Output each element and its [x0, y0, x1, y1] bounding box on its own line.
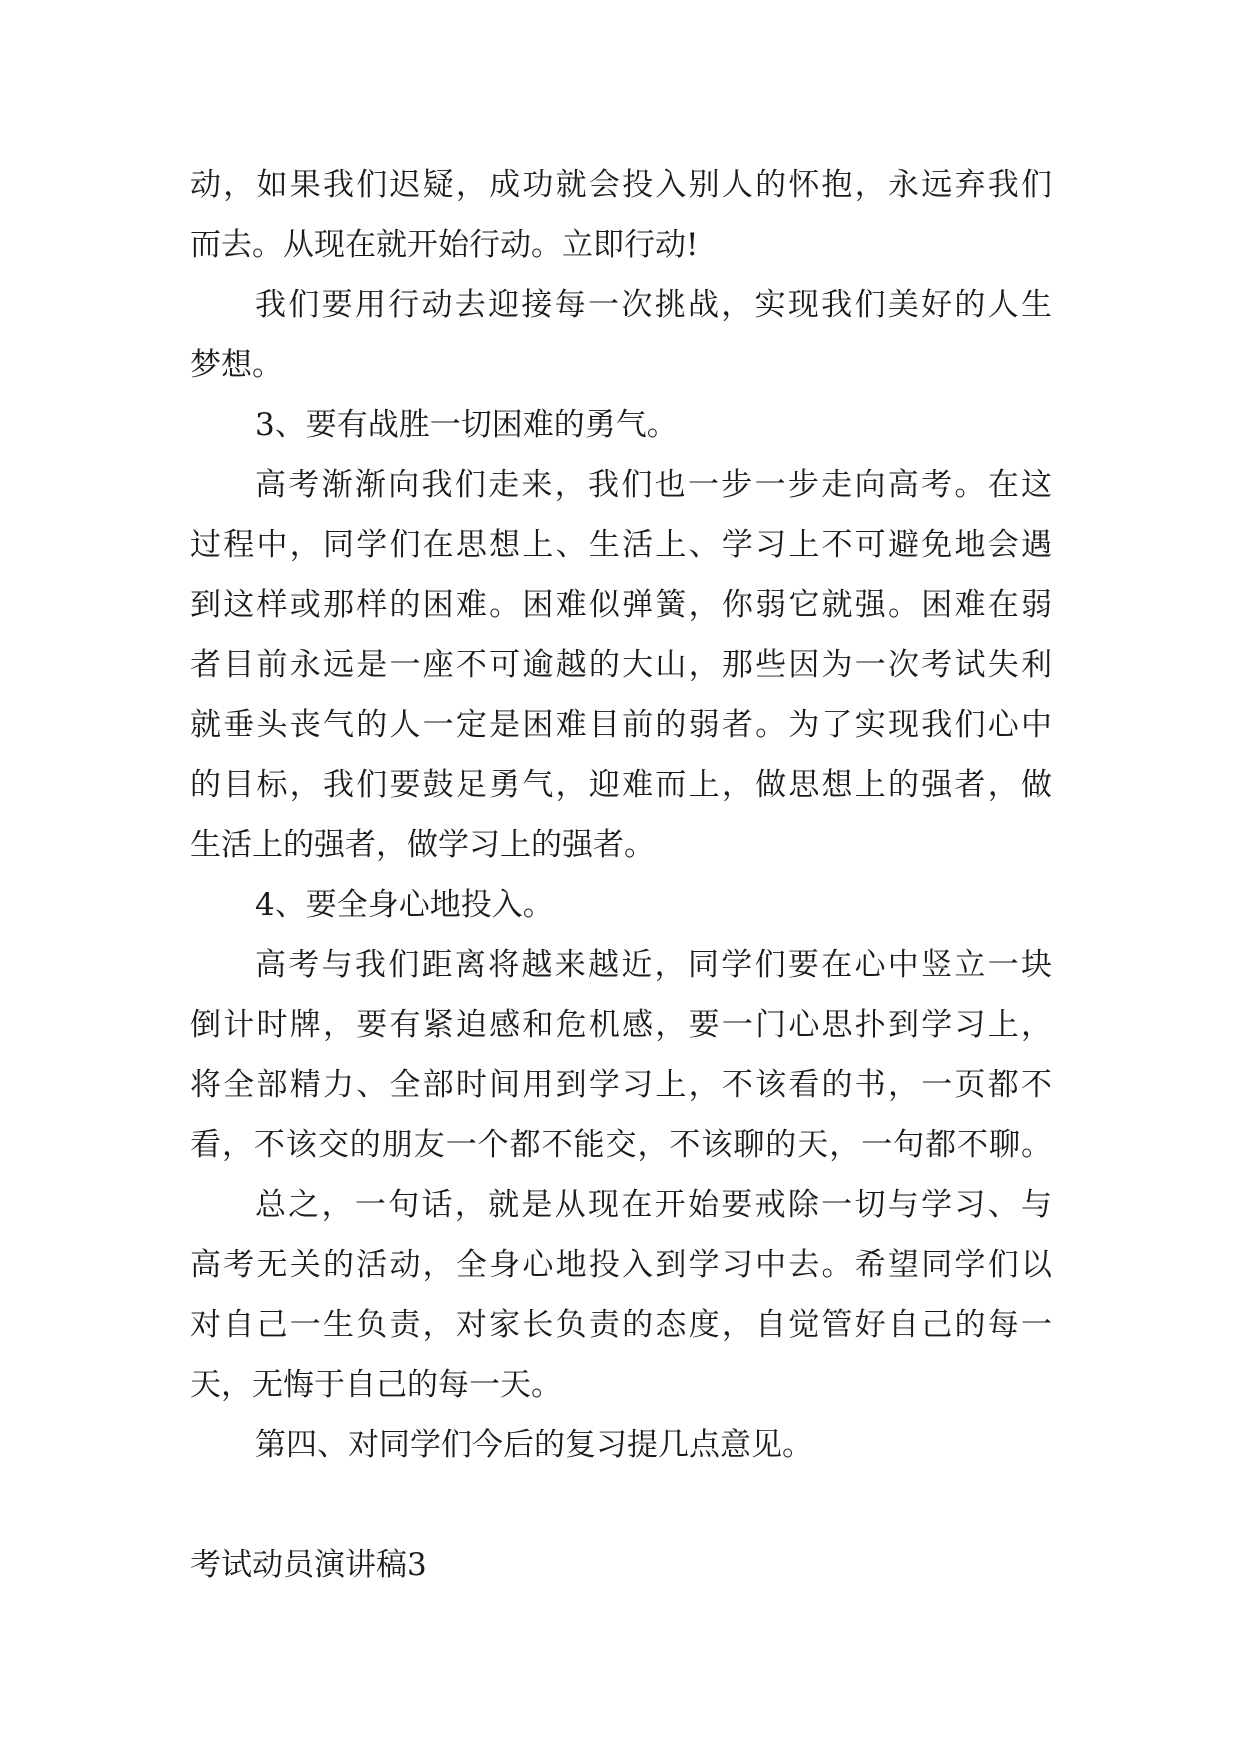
text-line: 的目标，我们要鼓足勇气，迎难而上，做思想上的强者，做 [190, 767, 1052, 803]
text-line: 看，不该交的朋友一个都不能交，不该聊的天，一句都不聊。 [190, 1127, 1052, 1163]
text-line: 就垂头丧气的人一定是困难目前的弱者。为了实现我们心中 [190, 707, 1052, 743]
text-line: 过程中，同学们在思想上、生活上、学习上不可避免地会遇 [190, 527, 1052, 563]
list-heading-4: 4、要全身心地投入。 [255, 887, 554, 923]
paragraph-start: 高考与我们距离将越来越近，同学们要在心中竖立一块 [255, 947, 1052, 983]
text-line: 到这样或那样的困难。困难似弹簧，你弱它就强。困难在弱 [190, 587, 1052, 623]
text-line: 对自己一生负责，对家长负责的态度，自觉管好自己的每一 [190, 1307, 1052, 1343]
section-point-4: 第四、对同学们今后的复习提几点意见。 [255, 1427, 813, 1463]
text-line: 动，如果我们迟疑，成功就会投入别人的怀抱，永远弃我们 [190, 167, 1052, 203]
section-title: 考试动员演讲稿3 [190, 1547, 427, 1583]
paragraph-start: 高考渐渐向我们走来，我们也一步一步走向高考。在这 [255, 467, 1052, 503]
text-line: 者目前永远是一座不可逾越的大山，那些因为一次考试失利 [190, 647, 1052, 683]
paragraph-start: 我们要用行动去迎接每一次挑战，实现我们美好的人生 [255, 287, 1052, 323]
text-line: 高考无关的活动，全身心地投入到学习中去。希望同学们以 [190, 1247, 1052, 1283]
text-line: 将全部精力、全部时间用到学习上，不该看的书，一页都不 [190, 1067, 1052, 1103]
list-heading-3: 3、要有战胜一切困难的勇气。 [255, 407, 678, 443]
text-line: 生活上的强者，做学习上的强者。 [190, 827, 655, 863]
text-line: 天，无悔于自己的每一天。 [190, 1367, 562, 1403]
text-line: 而去。从现在就开始行动。立即行动! [190, 227, 699, 263]
paragraph-start: 总之，一句话，就是从现在开始要戒除一切与学习、与 [255, 1187, 1052, 1223]
text-line: 倒计时牌，要有紧迫感和危机感，要一门心思扑到学习上， [190, 1007, 1052, 1043]
text-line: 梦想。 [190, 347, 283, 383]
